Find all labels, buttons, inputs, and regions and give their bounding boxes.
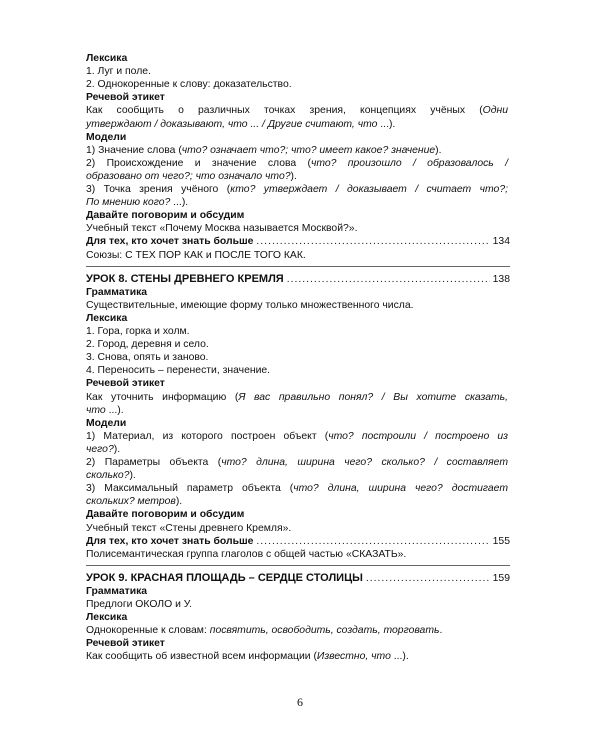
text-span: ). [290,170,297,182]
text-span: Однокоренные к словам: [86,625,210,637]
section-heading: Лексика [86,612,128,624]
text-line: Предлоги ОКОЛО и У. [86,599,192,610]
text-span: ...). [170,197,189,209]
italic-text: что [86,404,106,416]
text-span: Как сообщить о различных точках зрения, концепциях учёных ( [86,105,483,117]
text-line [86,196,188,209]
text-span: ). [113,443,121,455]
italic-text: сколько? [86,470,130,482]
section-heading: Модели [86,131,127,143]
italic-text: что? означает что?; что? имеет какое? значение [181,144,436,156]
lesson-title: УРОК 8. СТЕНЫ ДРЕВНЕГО КРЕМЛЯ [86,272,284,285]
section-heading: Лексика [86,312,128,324]
text-line: 1. Гора, горка и холм. [86,326,190,337]
italic-text: Я вас правильно понял? / Вы хотите сказать, [238,391,508,403]
toc-page-number: 159 [492,572,510,584]
italic-text: посвятить, освободить, создать, торговать [209,625,440,637]
text-line [86,183,508,196]
italic-text: Известно, что [316,651,391,663]
italic-text: утверждают / доказывают, что ... / Другие считают, что [86,118,378,130]
italic-text: По мнению кого? [86,197,171,209]
italic-text: Одни [482,105,508,117]
text-line: 1. Луг и поле. [86,66,151,78]
text-line: 2. Однокоренные к слову: доказательство. [86,79,292,91]
text-line: 4. Переносить – перенести, значение. [86,365,271,377]
toc-entry-label: Для тех, кто хочет знать больше [86,236,254,248]
text-span: 1) Материал, из которого построен объект ( [86,430,329,442]
italic-text: что? произошло / образовалось / [310,157,508,169]
text-span: Как уточнить информацию ( [86,391,239,403]
text-line: Союзы: С ТЕХ ПОР КАК и ПОСЛЕ ТОГО КАК. [86,249,306,261]
text-line [86,118,395,131]
text-span: 2) Параметры объекта ( [86,457,222,468]
text-span: ...). [377,118,396,130]
text-line [86,391,508,404]
text-line [86,104,508,117]
italic-text: чего? [86,443,114,455]
toc-entry [86,535,510,548]
text-line [86,469,136,482]
text-line [86,650,409,663]
text-span: 2) Происхождение и значение слова ( [86,157,311,169]
text-span: ...). [105,404,124,416]
text-line [86,170,297,183]
text-line [86,624,442,637]
italic-text: скольких? метров [86,496,176,508]
italic-text: что? длина, ширина чего? сколько? / составляет [221,457,508,468]
text-span: ). [129,470,136,482]
text-span: 1) Значение слова ( [86,144,182,156]
text-line [86,157,508,170]
dot-leader [256,235,489,248]
text-line [86,443,120,456]
page-number: 6 [297,695,303,709]
section-heading: Давайте поговорим и обсудим [86,210,245,222]
section-heading: Давайте поговорим и обсудим [86,509,245,521]
text-line [86,144,442,157]
dot-leader [366,572,490,585]
section-heading: Модели [86,417,127,429]
text-line: 2. Город, деревня и село. [86,339,209,351]
text-span: 3) Точка зрения учёного ( [86,184,231,195]
dot-leader [287,273,490,286]
text-span: 3) Максимальный параметр объекта ( [86,483,294,495]
text-line: Учебный текст «Почему Москва называется Москвой?». [86,223,358,235]
text-line [86,430,508,443]
text-span: ...). [390,651,409,663]
italic-text: образовано от чего?; что означало что? [86,170,291,182]
toc-page-number: 134 [492,236,510,248]
text-span: ). [175,496,183,508]
dot-leader [256,535,489,548]
toc-page-number: 155 [492,535,510,547]
section-heading: Речевой этикет [86,92,165,104]
section-heading: Грамматика [86,585,148,597]
text-line: Учебный текст «Стены древнего Кремля». [86,522,292,534]
toc-entry-label: Для тех, кто хочет знать больше [86,535,254,547]
text-span: . [439,625,443,637]
text-span: Как сообщить об известной всем информации ( [86,651,317,663]
text-line [86,495,182,508]
section-heading: Речевой этикет [86,378,165,390]
italic-text: кто? утверждает / доказывает / считает что?; [230,184,508,195]
italic-text: что? длина, ширина чего? достигает [293,483,508,495]
toc-entry [86,235,510,248]
section-divider [86,565,510,566]
text-span: ). [435,144,442,156]
text-line: Полисемантическая группа глаголов с общей частью «СКАЗАТЬ». [86,548,407,560]
text-line [86,482,508,495]
lesson-title: УРОК 9. КРАСНАЯ ПЛОЩАДЬ – СЕРДЦЕ СТОЛИЦЫ [86,571,363,584]
text-line [86,404,124,417]
section-heading: Речевой этикет [86,638,165,650]
toc-page-number: 138 [492,273,510,285]
text-line: Существительные, имеющие форму только множественного числа. [86,299,414,311]
section-heading: Лексика [86,53,128,64]
italic-text: что? построили / построено из [328,430,508,442]
lesson-entry [86,273,510,286]
text-line: 3. Снова, опять и заново. [86,352,209,364]
section-divider [86,266,510,267]
text-line [86,456,508,469]
section-heading: Грамматика [86,286,148,298]
lesson-entry [86,572,510,585]
